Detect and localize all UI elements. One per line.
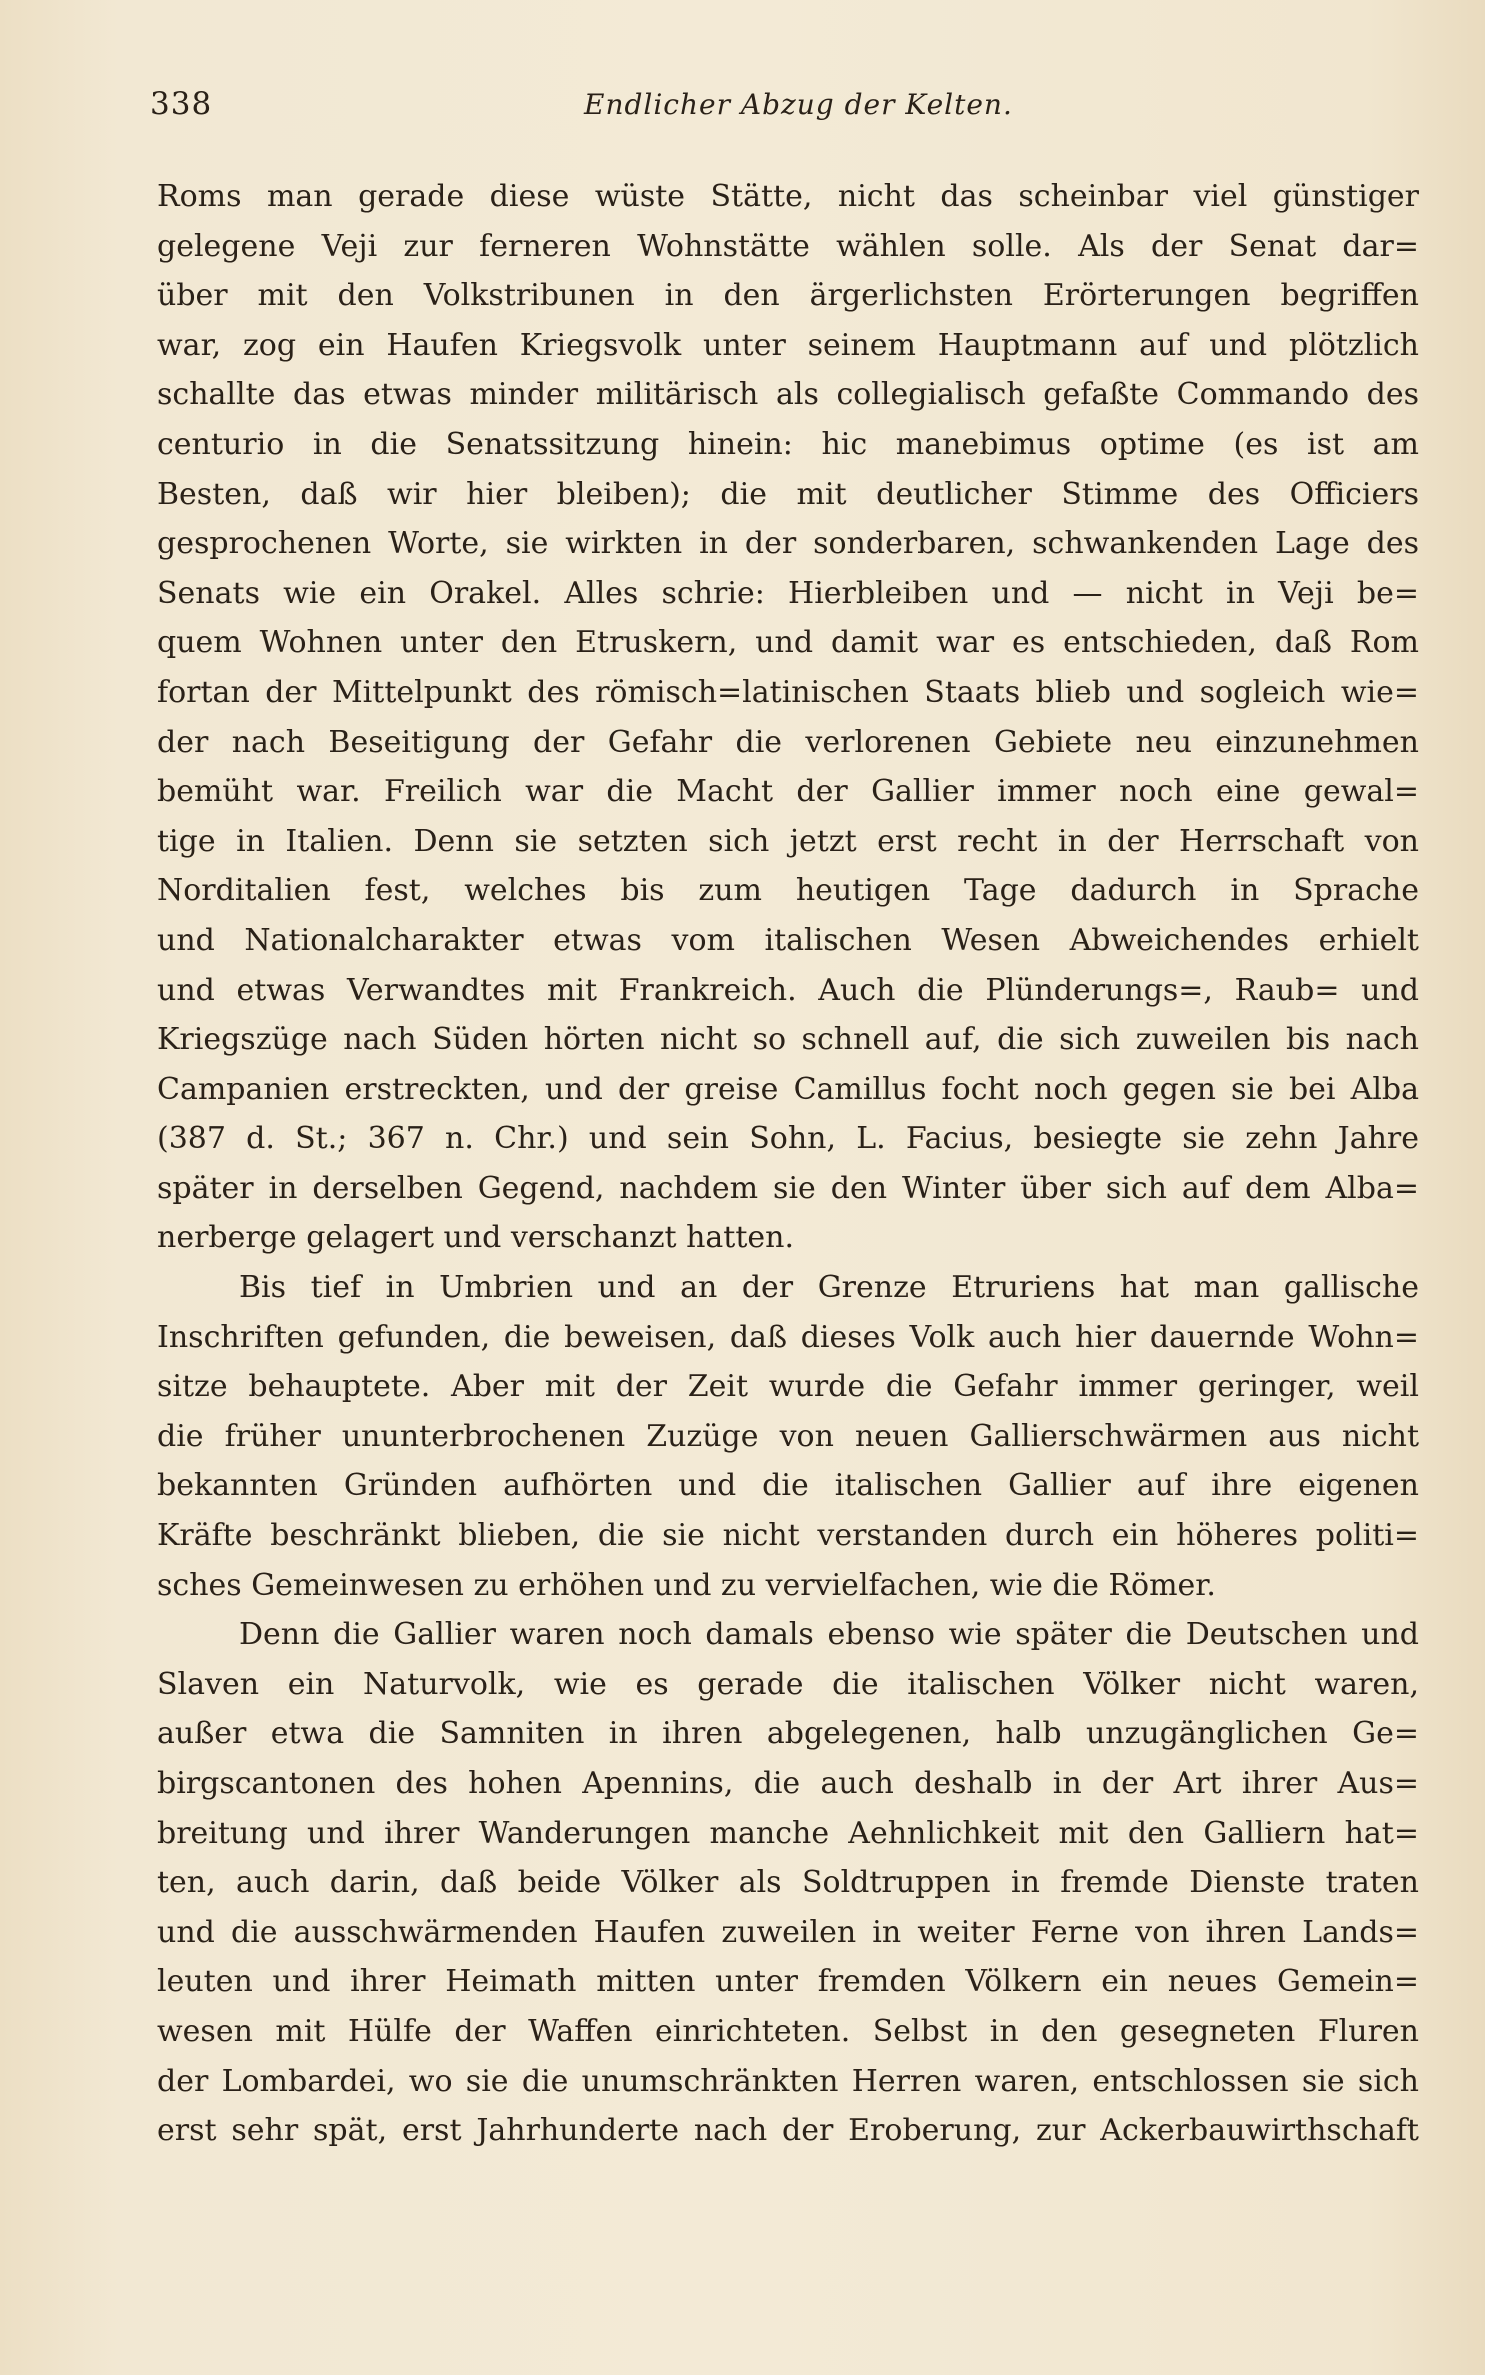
text-line: und die ausschwärmenden Haufen zuweilen in weiter Ferne von ihren Lands=: [157, 1914, 1419, 1950]
text-line: Campanien erstreckten, und der greise Camillus focht noch gegen sie bei Alba: [157, 1071, 1419, 1107]
text-line: Slaven ein Naturvolk, wie es gerade die italischen Völker nicht waren,: [157, 1666, 1419, 1702]
text-line: Denn die Gallier waren noch damals ebenso wie später die Deutschen und: [239, 1617, 1419, 1653]
text-line: nerberge gelagert und verschanzt hatten.: [157, 1220, 795, 1256]
text-line: sches Gemeinwesen zu erhöhen und zu vervielfachen, wie die Römer.: [157, 1567, 1216, 1603]
text-line: später in derselben Gegend, nachdem sie den Winter über sich auf dem Alba=: [157, 1170, 1419, 1206]
text-line: centurio in die Senatssitzung hinein: hic manebimus optime (es ist am: [157, 426, 1419, 462]
text-line: sitze behauptete. Aber mit der Zeit wurde die Gefahr immer geringer, weil: [157, 1369, 1419, 1405]
text-line: bemüht war. Freilich war die Macht der Gallier immer noch eine gewal=: [157, 774, 1419, 810]
paragraph-2: [157, 1263, 1419, 1610]
text-line: (387 d. St.; 367 n. Chr.) und sein Sohn, L. Facius, besiegte sie zehn Jahre: [157, 1121, 1419, 1157]
text-line: gelegene Veji zur ferneren Wohnstätte wählen solle. Als der Senat dar=: [157, 228, 1419, 264]
text-line: Norditalien fest, welches bis zum heutigen Tage dadurch in Sprache: [157, 873, 1419, 909]
text-line: tige in Italien. Denn sie setzten sich jetzt erst recht in der Herrschaft von: [157, 823, 1419, 859]
text-line: Roms man gerade diese wüste Stätte, nicht das scheinbar viel günstiger: [157, 179, 1419, 214]
paragraph-1: [157, 172, 1419, 1263]
text-line: wesen mit Hülfe der Waffen einrichteten. Selbst in den gesegneten Fluren: [157, 2013, 1419, 2049]
text-line: leuten und ihrer Heimath mitten unter fremden Völkern ein neues Gemein=: [157, 1964, 1419, 2000]
text-line: breitung und ihrer Wanderungen manche Aehnlichkeit mit den Galliern hat=: [157, 1815, 1419, 1851]
text-line: Senats wie ein Orakel. Alles schrie: Hierbleiben und — nicht in Veji be=: [157, 575, 1419, 611]
text-line: und Nationalcharakter etwas vom italischen Wesen Abweichendes erhielt: [157, 922, 1419, 958]
body-text: [157, 172, 1419, 2156]
text-line: Bis tief in Umbrien und an der Grenze Etruriens hat man gallische: [239, 1270, 1419, 1306]
running-title: Endlicher Abzug der Kelten.: [584, 88, 1013, 121]
text-line: Inschriften gefunden, die beweisen, daß dieses Volk auch hier dauernde Wohn=: [157, 1319, 1419, 1355]
text-line: Besten, daß wir hier bleiben); die mit deutlicher Stimme des Officiers: [157, 476, 1419, 512]
text-line: außer etwa die Samniten in ihren abgelegenen, halb unzugänglichen Ge=: [157, 1716, 1419, 1752]
text-line: die früher ununterbrochenen Zuzüge von neuen Gallierschwärmen aus nicht: [157, 1418, 1419, 1454]
text-line: birgscantonen des hohen Apennins, die auch deshalb in der Art ihrer Aus=: [157, 1766, 1419, 1801]
text-line: gesprochenen Worte, sie wirkten in der sonderbaren, schwankenden Lage des: [157, 526, 1419, 562]
paragraph-3: [157, 1610, 1419, 2156]
text-line: schallte das etwas minder militärisch als collegialisch gefaßte Commando des: [157, 377, 1419, 413]
text-line: bekannten Gründen aufhörten und die italischen Gallier auf ihre eigenen: [157, 1468, 1419, 1504]
text-line: der nach Beseitigung der Gefahr die verlorenen Gebiete neu einzunehmen: [157, 724, 1419, 760]
text-line: Kräfte beschränkt blieben, die sie nicht verstanden durch ein höheres politi=: [157, 1518, 1419, 1554]
page-header: [150, 86, 1420, 136]
text-line: und etwas Verwandtes mit Frankreich. Auch die Plünderungs=, Raub= und: [157, 972, 1419, 1008]
text-line: war, zog ein Haufen Kriegsvolk unter seinem Hauptmann auf und plötzlich: [157, 327, 1419, 363]
text-line: erst sehr spät, erst Jahrhunderte nach der Eroberung, zur Ackerbauwirthschaft: [157, 2113, 1419, 2149]
text-line: der Lombardei, wo sie die unumschränkten Herren waren, entschlossen sie sich: [157, 2063, 1419, 2099]
text-line: über mit den Volkstribunen in den ärgerlichsten Erörterungen begriffen: [157, 278, 1419, 314]
text-line: ten, auch darin, daß beide Völker als Soldtruppen in fremde Dienste traten: [157, 1865, 1419, 1901]
text-line: Kriegszüge nach Süden hörten nicht so schnell auf, die sich zuweilen bis nach: [157, 1022, 1419, 1058]
page-number: 338: [150, 86, 213, 122]
text-line: fortan der Mittelpunkt des römisch=latinischen Staats blieb und sogleich wie=: [157, 674, 1419, 710]
text-line: quem Wohnen unter den Etruskern, und damit war es entschieden, daß Rom: [157, 625, 1419, 661]
